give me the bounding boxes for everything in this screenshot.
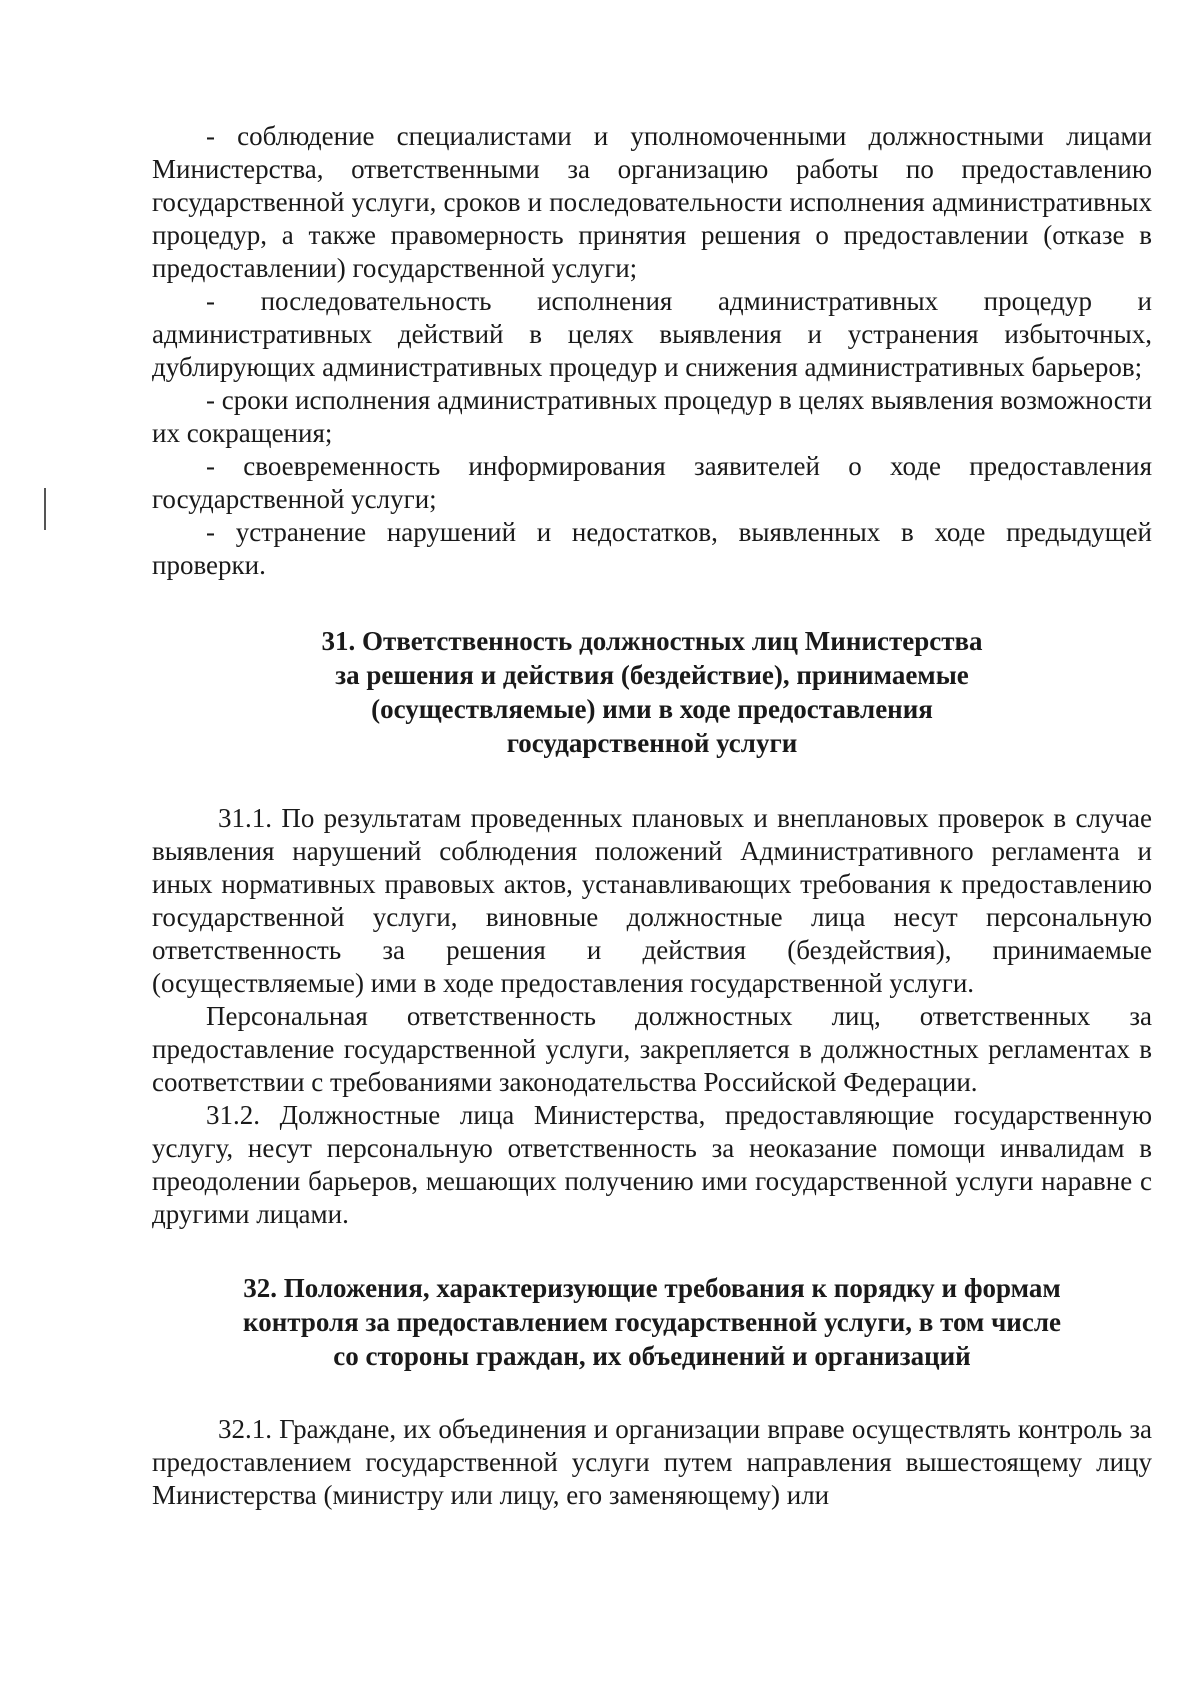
section-31-heading-line: за решения и действия (бездействие), принимаемые: [335, 660, 969, 690]
paragraph-31-personal-responsibility: Персональная ответственность должностных лиц, ответственных за предоставление государственной услуги, закрепляется в должностных регламентах в соответствии с требованиями законодательства Российской Федерации.: [152, 1001, 1152, 1097]
paragraph-32-1: 32.1. Граждане, их объединения и организации вправе осуществлять контроль за предоставлением государственной услуги путем направления вышестоящему лицу Министерства (министру или лицу, его заменяющему) или: [152, 1414, 1152, 1510]
paragraph-control-informing: - своевременность информирования заявителей о ходе предоставления государственной услуги;: [152, 451, 1152, 514]
section-31-heading: [152, 624, 1152, 760]
paragraph-control-violations: - устранение нарушений и недостатков, выявленных в ходе предыдущей проверки.: [152, 517, 1152, 580]
section-32-heading: [152, 1271, 1152, 1373]
section-32-heading-line: 32. Положения, характеризующие требования к порядку и формам: [243, 1273, 1061, 1303]
section-32-heading-line: со стороны граждан, их объединений и организаций: [333, 1341, 971, 1371]
margin-mark: [44, 488, 46, 530]
section-31-heading-line: (осуществляемые) ими в ходе предоставления: [371, 694, 933, 724]
paragraph-control-sequence: - последовательность исполнения административных процедур и административных действий в целях выявления и устранения избыточных, дублирующих административных процедур и снижения административных барьеров;: [152, 286, 1152, 382]
paragraph-31-2: 31.2. Должностные лица Министерства, предоставляющие государственную услугу, несут персональную ответственность за неоказание помощи инвалидам в преодолении барьеров, мешающих получению ими государственной услуги наравне с другими лицами.: [152, 1100, 1152, 1229]
section-31-heading-line: государственной услуги: [506, 728, 798, 758]
paragraph-control-terms: - сроки исполнения административных процедур в целях выявления возможности их сокращения;: [152, 385, 1153, 448]
section-32-heading-line: контроля за предоставлением государственной услуги, в том числе: [243, 1307, 1061, 1337]
paragraph-control-compliance: - соблюдение специалистами и уполномоченными должностными лицами Министерства, ответственными за организацию работы по предоставлению государственной услуги, сроков и последовательности исполнения административных процедур, а также правомерность принятия решения о предоставлении (отказе в предоставлении) государственной услуги;: [152, 121, 1152, 283]
paragraph-31-1: 31.1. По результатам проведенных плановых и внеплановых проверок в случае выявления нарушений соблюдения положений Административного регламента и иных нормативных правовых актов, устанавливающих требования к предоставлению государственной услуги, виновные должностные лица несут персональную ответственность за решения и действия (бездействия), принимаемые (осуществляемые) ими в ходе предоставления государственной услуги.: [152, 803, 1152, 998]
section-31-heading-line: 31. Ответственность должностных лиц Министерства: [321, 626, 983, 656]
document-body: [152, 120, 1152, 1512]
